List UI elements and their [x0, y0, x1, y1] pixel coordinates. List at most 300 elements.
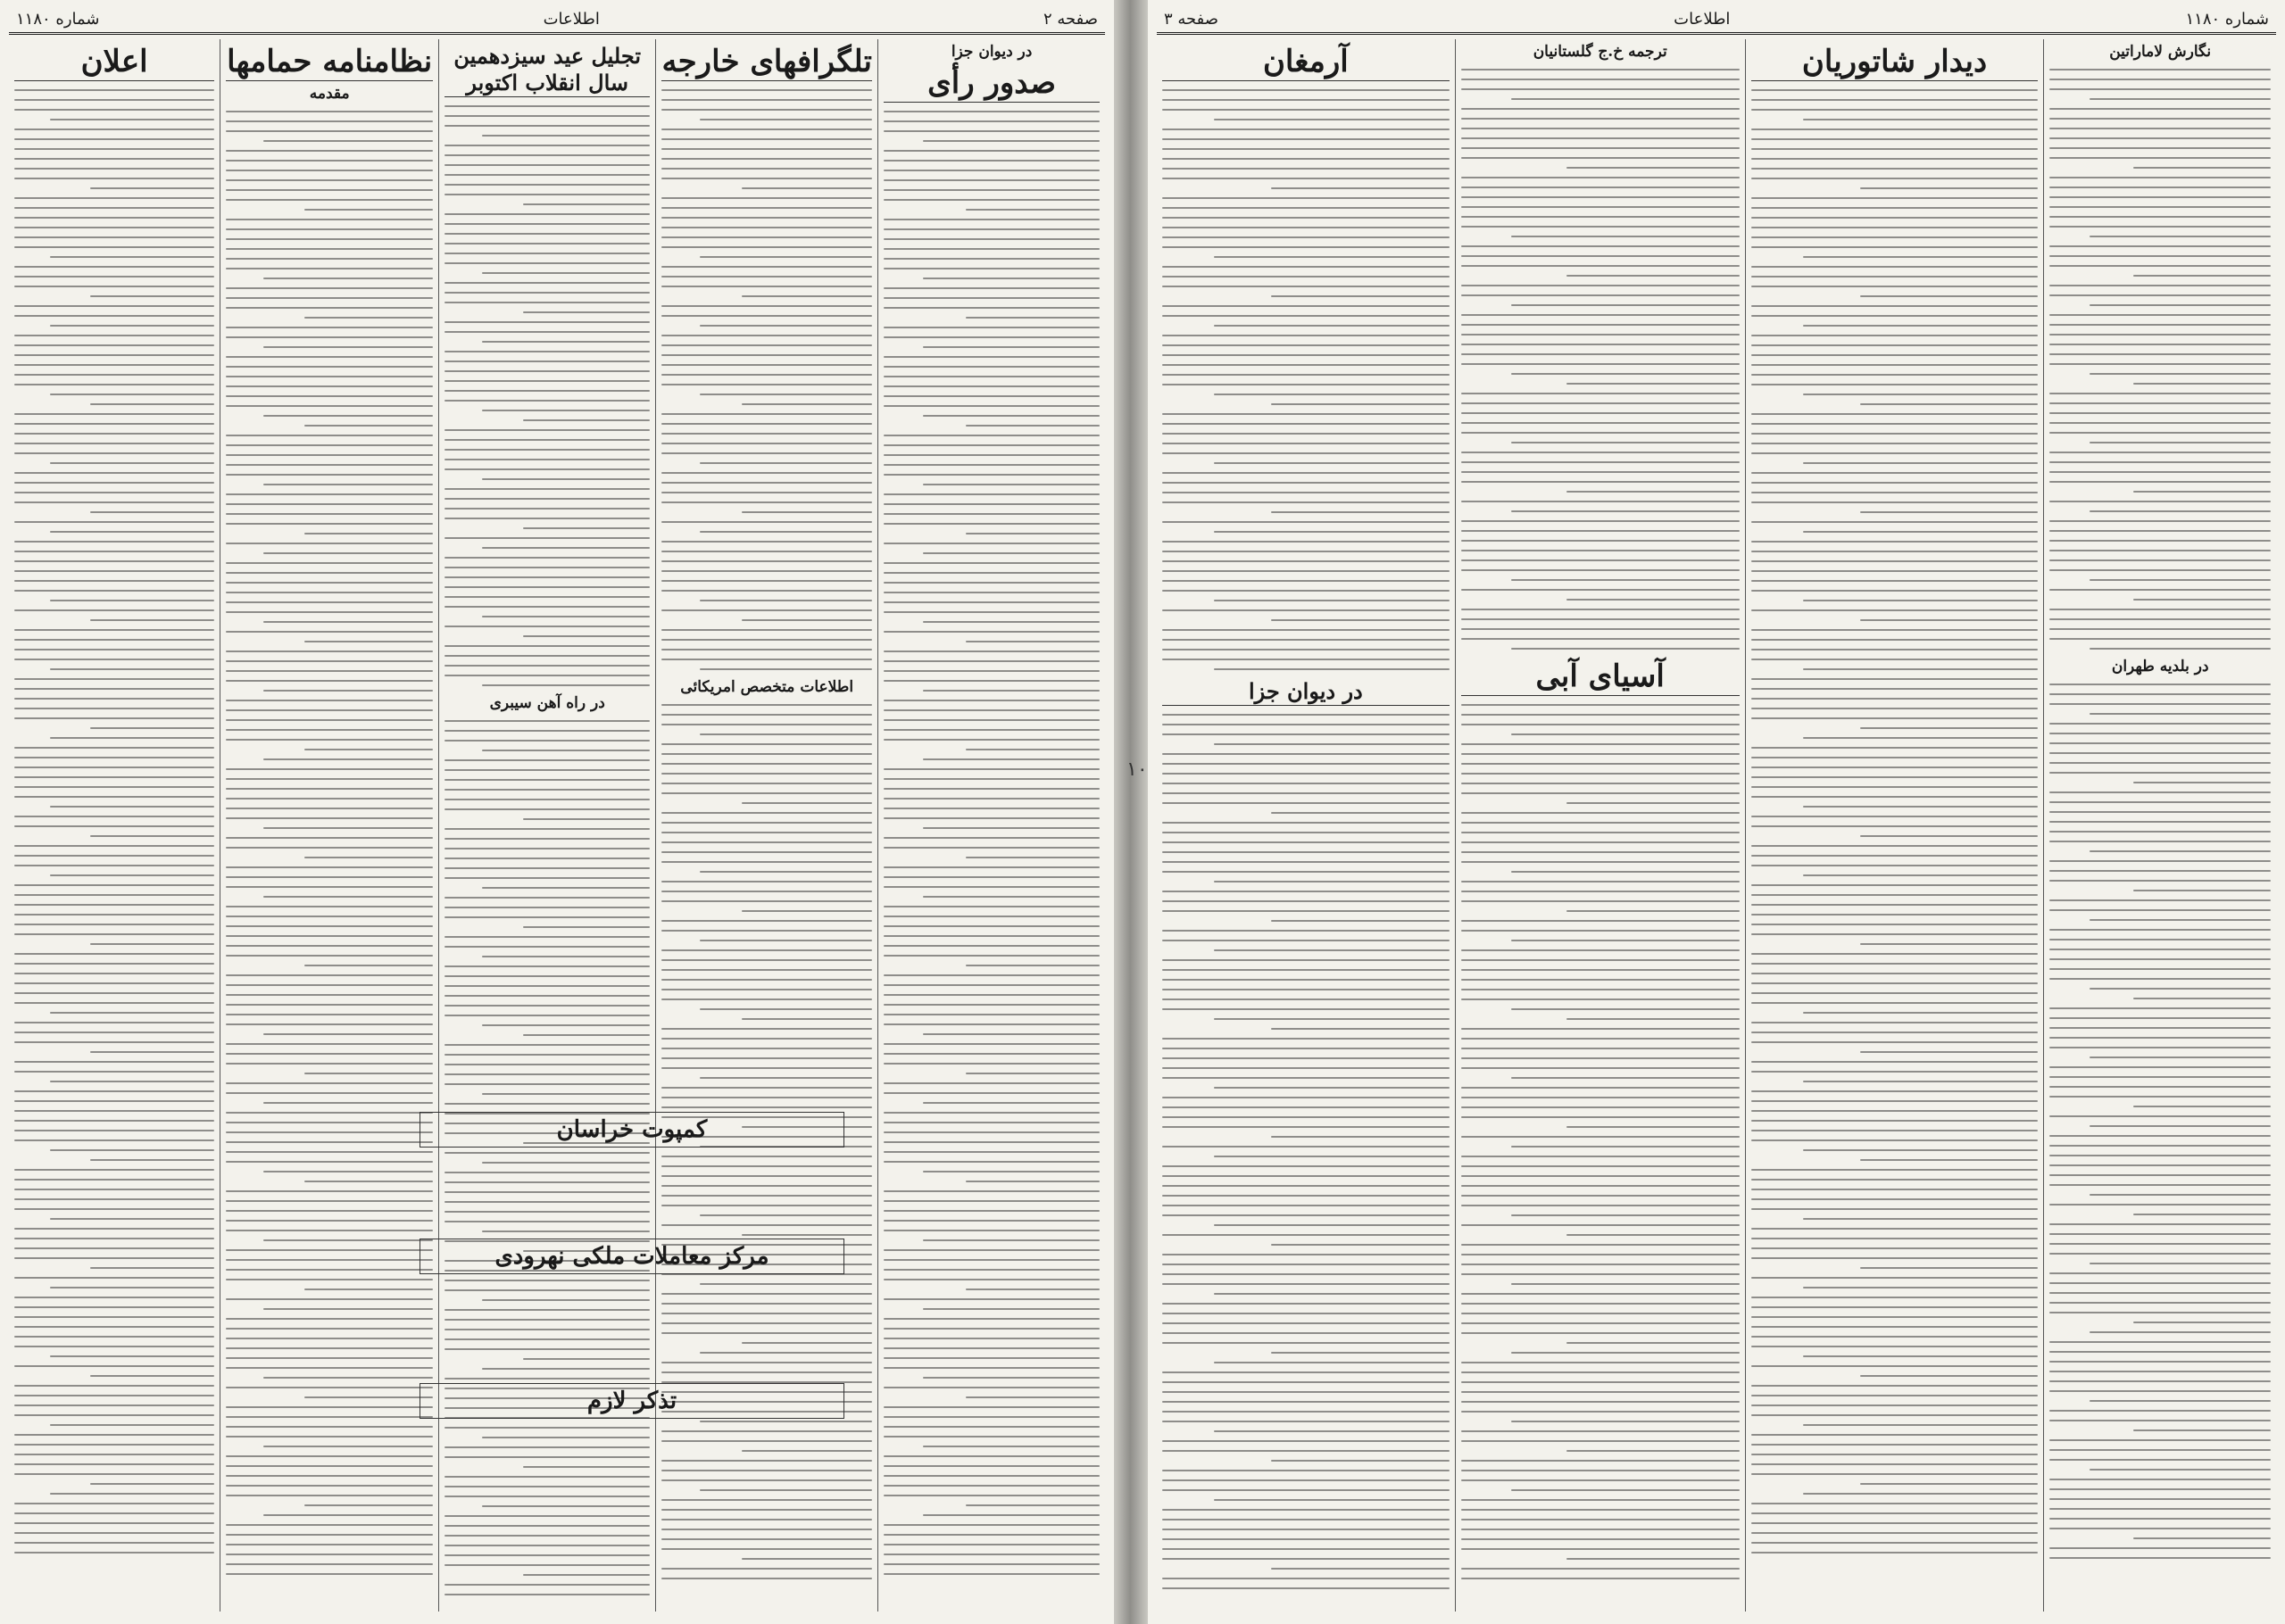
section-heading: در بلدیه طهران: [2111, 658, 2209, 675]
text-line: [445, 946, 650, 948]
text-line: [2049, 1047, 2271, 1048]
text-line: [482, 478, 651, 480]
text-line: [2049, 481, 2271, 483]
text-line: [2090, 442, 2271, 443]
text-line: [14, 1247, 214, 1249]
text-line: [1751, 865, 2039, 866]
text-line: [2049, 137, 2271, 139]
text-line: [14, 482, 214, 484]
text-line: [1511, 1146, 1740, 1148]
text-line: [884, 1573, 1100, 1575]
text-line: [1162, 590, 1450, 592]
text-line: [1751, 1090, 2039, 1092]
text-line: [1162, 423, 1450, 425]
text-line: [14, 305, 214, 307]
text-line: [1461, 1371, 1740, 1373]
text-line: [2049, 1518, 2271, 1520]
text-line: [445, 115, 650, 117]
text-line: [2090, 510, 2271, 512]
text-line: [226, 1465, 433, 1467]
text-line: [661, 374, 872, 376]
text-line: [226, 405, 433, 407]
text-line: [445, 799, 650, 800]
text-line: [884, 1259, 1100, 1261]
text-line: [445, 995, 650, 997]
text-line: [14, 570, 214, 572]
text-line: [884, 778, 1100, 780]
text-line: [14, 904, 214, 906]
text-line: [1214, 881, 1450, 882]
text-line: [1461, 1185, 1740, 1187]
text-line: [226, 1200, 433, 1202]
text-line: [2049, 929, 2271, 931]
text-line: [445, 907, 650, 908]
text-line: [2049, 801, 2271, 803]
text-line: [1566, 802, 1739, 804]
text-line: [523, 1466, 651, 1468]
text-line: [1162, 1401, 1450, 1403]
text-line: [884, 268, 1100, 269]
text-line: [1461, 186, 1740, 188]
text-line: [1162, 178, 1450, 179]
text-line: [14, 335, 214, 336]
text-line: [90, 1051, 214, 1053]
text-line: [2049, 821, 2271, 823]
text-line: [1803, 1287, 2039, 1288]
text-line: [1461, 128, 1740, 129]
text-line: [742, 910, 872, 912]
text-line: [445, 867, 650, 869]
text-line: [263, 827, 433, 829]
text-line: [14, 639, 214, 641]
text-line: [661, 841, 872, 843]
text-line: [523, 203, 651, 205]
text-line: [1162, 1470, 1450, 1471]
text-line: [1162, 364, 1450, 366]
text-line: [445, 936, 650, 938]
text-line: [1162, 851, 1450, 853]
text-line: [1751, 344, 2039, 346]
text-line: [2049, 1547, 2271, 1549]
text-line: [1751, 894, 2039, 896]
text-line: [661, 590, 872, 592]
text-line: [1751, 904, 2039, 906]
text-line: [1751, 786, 2039, 788]
text-line: [1751, 315, 2039, 317]
text-line: [923, 140, 1100, 142]
text-line: [263, 1239, 433, 1241]
text-line: [1461, 724, 1740, 725]
text-line: [226, 1534, 433, 1536]
text-line: [50, 394, 214, 395]
text-line: [445, 897, 650, 899]
text-line: [263, 1033, 433, 1035]
text-line: [226, 955, 433, 957]
column-sodur-ray: [877, 39, 1105, 1612]
text-line: [523, 1574, 651, 1576]
text-line: [1162, 580, 1450, 582]
text-line: [1461, 1067, 1740, 1069]
text-line: [14, 1385, 214, 1387]
text-line: [2049, 1243, 2271, 1245]
text-line: [1751, 560, 2039, 562]
text-line: [445, 370, 650, 372]
text-line: [226, 327, 433, 328]
text-line: [523, 635, 651, 637]
text-line: [1511, 1077, 1740, 1079]
text-line: [226, 189, 433, 191]
text-line: [1751, 825, 2039, 827]
text-line: [445, 105, 650, 107]
text-line: [445, 233, 650, 235]
column-lamartine: [2043, 39, 2276, 1612]
text-line: [1461, 481, 1740, 483]
text-line: [1803, 806, 2039, 808]
text-line: [661, 881, 872, 882]
text-line: [14, 1032, 214, 1033]
text-line: [700, 1489, 872, 1491]
text-line: [445, 537, 650, 539]
text-line: [966, 1073, 1100, 1074]
article-body: [14, 89, 214, 1554]
text-line: [445, 848, 650, 849]
text-line: [661, 792, 872, 794]
text-line: [1751, 1120, 2039, 1122]
text-line: [1751, 266, 2039, 268]
text-line: [1162, 344, 1450, 346]
text-line: [1511, 1352, 1740, 1354]
text-line: [661, 989, 872, 990]
text-line: [14, 472, 214, 474]
text-line: [304, 1288, 433, 1290]
text-line: [1751, 1463, 2039, 1465]
text-line: [445, 1525, 650, 1527]
text-line: [1461, 412, 1740, 414]
right-page: [1148, 0, 2285, 1624]
text-line: [2049, 422, 2271, 424]
text-line: [742, 1018, 872, 1020]
text-line: [482, 1437, 651, 1438]
text-line: [884, 1554, 1100, 1555]
text-line: [700, 119, 872, 120]
text-line: [2090, 98, 2271, 100]
text-line: [2049, 363, 2271, 365]
text-line: [1803, 600, 2039, 601]
text-line: [884, 1318, 1100, 1320]
text-line: [1860, 619, 2038, 621]
text-line: [1162, 1273, 1450, 1275]
text-line: [1162, 1264, 1450, 1265]
text-line: [1751, 443, 2039, 444]
text-line: [1751, 541, 2039, 543]
text-line: [884, 189, 1100, 191]
text-line: [226, 631, 433, 633]
text-line: [884, 1455, 1100, 1457]
text-line: [966, 749, 1100, 750]
text-line: [1162, 1332, 1450, 1334]
text-line: [1461, 881, 1740, 882]
text-line: [14, 1041, 214, 1043]
text-line: [90, 619, 214, 621]
text-line: [1751, 1306, 2039, 1308]
text-line: [1566, 383, 1739, 385]
text-line: [1162, 1548, 1450, 1550]
text-line: [523, 419, 651, 421]
text-line: [226, 356, 433, 358]
text-line: [1751, 1139, 2039, 1141]
notice-khorasan: کمپوت خراسان: [420, 1112, 844, 1148]
text-line: [14, 384, 214, 385]
text-line: [1566, 167, 1739, 169]
text-line: [1511, 871, 1740, 873]
text-line: [742, 802, 872, 804]
text-line: [1271, 619, 1449, 621]
text-line: [884, 228, 1100, 230]
text-line: [1751, 1198, 2039, 1200]
text-line: [263, 1514, 433, 1516]
right-header-masthead: اطلاعات: [1674, 9, 1731, 29]
text-line: [2049, 939, 2271, 940]
text-line: [742, 403, 872, 405]
text-line: [2049, 841, 2271, 842]
text-line: [884, 238, 1100, 240]
text-line: [1751, 413, 2039, 415]
text-line: [2049, 1420, 2271, 1421]
text-line: [1751, 766, 2039, 768]
text-line: [263, 552, 433, 554]
text-line: [1461, 69, 1740, 70]
text-line: [661, 560, 872, 562]
text-line: [1162, 89, 1450, 91]
text-line: [1860, 1051, 2038, 1053]
text-line: [226, 925, 433, 927]
text-line: [2049, 1272, 2271, 1274]
text-line: [226, 562, 433, 564]
text-line: [445, 468, 650, 470]
text-line: [1461, 1548, 1740, 1550]
text-line: [2049, 569, 2271, 571]
text-line: [1162, 900, 1450, 902]
text-line: [2133, 1106, 2271, 1107]
text-line: [1162, 753, 1450, 755]
text-line: [1162, 1440, 1450, 1442]
text-line: [966, 965, 1100, 966]
text-line: [1162, 541, 1450, 543]
text-line: [1162, 1283, 1450, 1285]
text-line: [661, 364, 872, 366]
text-line: [1461, 294, 1740, 296]
text-line: [1214, 1224, 1450, 1226]
text-line: [884, 680, 1100, 682]
text-line: [445, 586, 650, 588]
text-line: [884, 356, 1100, 358]
text-line: [2049, 1292, 2271, 1294]
text-line: [14, 953, 214, 955]
text-line: [1751, 1228, 2039, 1230]
text-line: [966, 1288, 1100, 1290]
text-line: [523, 311, 651, 313]
text-line: [90, 1267, 214, 1269]
text-line: [884, 503, 1100, 505]
text-line: [14, 1071, 214, 1073]
text-line: [1461, 1264, 1740, 1265]
text-line: [445, 740, 650, 742]
text-line: [884, 1131, 1100, 1133]
text-line: [661, 148, 872, 150]
text-line: [1461, 88, 1740, 90]
text-line: [14, 933, 214, 935]
text-line: [2049, 520, 2271, 522]
text-line: [1511, 510, 1740, 512]
text-line: [226, 611, 433, 613]
text-line: [884, 572, 1100, 574]
text-line: [226, 886, 433, 888]
text-line: [884, 709, 1100, 711]
text-line: [1751, 992, 2039, 994]
text-line: [884, 1279, 1100, 1280]
text-line: [1751, 639, 2039, 641]
text-line: [1461, 609, 1740, 610]
text-line: [14, 207, 214, 209]
text-line: [1271, 295, 1449, 297]
text-line: [226, 376, 433, 377]
text-line: [661, 158, 872, 160]
text-line: [884, 984, 1100, 986]
text-line: [226, 454, 433, 456]
text-line: [884, 1023, 1100, 1025]
column-headline: تلگرافهای خارجه: [661, 44, 872, 79]
text-line: [50, 462, 214, 464]
text-line: [1461, 1205, 1740, 1206]
text-line: [445, 675, 650, 676]
text-line: [226, 1426, 433, 1428]
text-line: [2049, 177, 2271, 178]
text-line: [226, 582, 433, 584]
text-line: [226, 199, 433, 201]
text-line: [1860, 1375, 2038, 1377]
text-line: [1214, 743, 1450, 745]
text-line: [445, 1446, 650, 1448]
text-line: [226, 592, 433, 593]
text-line: [884, 1249, 1100, 1251]
text-line: [226, 179, 433, 181]
text-line: [226, 778, 433, 780]
text-line: [1162, 763, 1450, 765]
text-line: [742, 295, 872, 297]
text-line: [2049, 530, 2271, 532]
text-line: [1461, 1244, 1740, 1246]
text-line: [884, 916, 1100, 917]
text-line: [445, 390, 650, 392]
text-line: [445, 508, 650, 510]
text-line: [700, 871, 872, 873]
text-line: [14, 1297, 214, 1298]
text-line: [1511, 1283, 1740, 1285]
text-line: [1566, 1558, 1739, 1560]
text-line: [14, 649, 214, 650]
text-line: [1803, 874, 2039, 876]
text-line: [1860, 1159, 2038, 1161]
left-header-page-number: صفحه ۲: [1043, 9, 1098, 29]
text-line: [1461, 393, 1740, 394]
text-line: [445, 985, 650, 987]
text-line: [1162, 1411, 1450, 1413]
text-line: [1461, 1509, 1740, 1511]
text-line: [50, 1355, 214, 1357]
text-line: [226, 1485, 433, 1487]
text-line: [1751, 286, 2039, 287]
text-line: [226, 1112, 433, 1114]
text-line: [884, 1357, 1100, 1359]
text-line: [1162, 1214, 1450, 1216]
column-headline: نظامنامه حمامها: [227, 44, 433, 79]
text-line: [1751, 217, 2039, 219]
text-line: [445, 380, 650, 382]
text-line: [50, 806, 214, 808]
text-line: [1162, 501, 1450, 503]
text-line: [14, 1228, 214, 1230]
text-line: [1162, 560, 1450, 562]
text-line: [1751, 757, 2039, 758]
text-line: [226, 130, 433, 132]
text-line: [1751, 276, 2039, 278]
text-line: [2049, 1223, 2271, 1225]
text-line: [1461, 196, 1740, 198]
text-line: [2049, 762, 2271, 764]
text-line: [226, 1318, 433, 1320]
text-line: [14, 217, 214, 219]
text-line: [1751, 227, 2039, 228]
gutter-mark: ۱۰: [1126, 758, 1148, 781]
text-line: [1461, 812, 1740, 814]
text-line: [226, 1328, 433, 1330]
text-line: [1751, 482, 2039, 484]
column-chateaubriand: [1745, 39, 2044, 1612]
text-line: [1461, 206, 1740, 208]
text-line: [1461, 501, 1740, 502]
text-line: [14, 766, 214, 768]
text-line: [445, 459, 650, 460]
text-line: [884, 817, 1100, 819]
text-line: [14, 708, 214, 709]
text-line: [445, 351, 650, 352]
left-header-issue-number: شماره ۱۱۸۰: [16, 9, 100, 29]
text-line: [226, 1259, 433, 1261]
text-line: [482, 410, 651, 411]
text-line: [1461, 1391, 1740, 1393]
text-line: [700, 668, 872, 670]
text-line: [2049, 899, 2271, 901]
text-line: [1214, 1293, 1450, 1295]
text-line: [1461, 763, 1740, 765]
text-line: [1751, 953, 2039, 955]
text-line: [445, 828, 650, 830]
text-line: [482, 887, 651, 889]
column-headline: صدور رأی: [884, 64, 1100, 103]
text-line: [1214, 119, 1450, 120]
text-line: [2049, 752, 2271, 754]
text-line: [1162, 1126, 1450, 1128]
text-line: [2133, 1429, 2271, 1431]
text-line: [1860, 727, 2038, 729]
text-line: [884, 601, 1100, 603]
text-line: [2049, 1361, 2271, 1363]
text-line: [1162, 714, 1450, 716]
text-line: [661, 276, 872, 278]
text-line: [263, 346, 433, 348]
text-line: [742, 619, 872, 621]
text-line: [445, 145, 650, 146]
